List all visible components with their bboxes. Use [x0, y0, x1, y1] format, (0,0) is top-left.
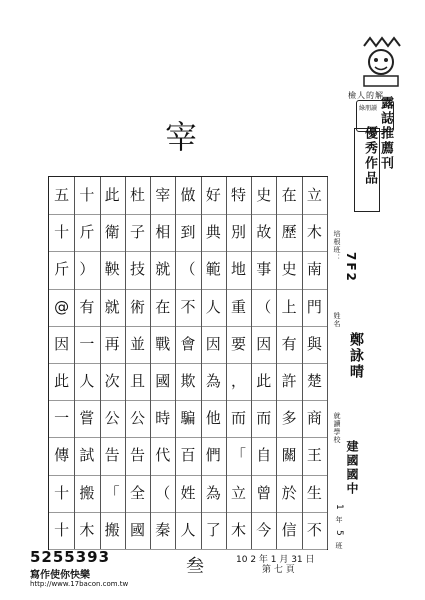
grid-cell: 別: [226, 214, 251, 252]
grid-cell: 木: [74, 512, 99, 550]
grid-column: [74, 177, 100, 549]
school-label: 就讀學校: [333, 412, 341, 444]
grid-cell: 並: [125, 326, 150, 364]
grid-column: [100, 177, 126, 549]
grid-cell: 斤: [74, 214, 99, 252]
title-character: 宰: [164, 118, 197, 156]
grid-cell: 不: [175, 289, 200, 327]
grid-cell: 「: [226, 437, 251, 475]
slogan: 寫作使你快樂: [30, 570, 90, 581]
grid-cell: 人: [175, 512, 200, 550]
grid-cell: 楚: [302, 363, 327, 401]
grid-cell: 一: [49, 400, 74, 438]
grid-cell: 門: [302, 289, 327, 327]
grid-cell: ）: [74, 251, 99, 289]
grid-cell: 公: [125, 400, 150, 438]
grid-cell: 「: [100, 475, 125, 513]
grid-cell: 欺: [175, 363, 200, 401]
grid-cell: 與: [302, 326, 327, 364]
grid-cell: 典: [201, 214, 226, 252]
grid-cell: 特: [226, 177, 251, 215]
grid-cell: 此: [100, 177, 125, 215]
date-line: 10 2 年 1 月 31 日: [236, 555, 315, 565]
grid-cell: 曾: [251, 475, 276, 513]
grid-column: [251, 177, 277, 549]
grid-cell: 相: [150, 214, 175, 252]
grid-cell: 們: [201, 437, 226, 475]
grid-cell: 因: [201, 326, 226, 364]
grid-cell: 上: [276, 289, 301, 327]
grid-column: [49, 177, 75, 549]
grid-cell: 而: [226, 400, 251, 438]
grid-cell: 一: [74, 326, 99, 364]
grid-cell: 百: [175, 437, 200, 475]
grid-cell: 告: [100, 437, 125, 475]
mascot-logo-icon: [356, 36, 406, 90]
grid-cell: 信: [276, 512, 301, 550]
grid-column: [125, 177, 151, 549]
grid-cell: 術: [125, 289, 150, 327]
grid-cell: 到: [175, 214, 200, 252]
grid-cell: 十: [49, 475, 74, 513]
grid-cell: 於: [276, 475, 301, 513]
class-number: 5: [334, 530, 344, 537]
grid-cell: 重: [226, 289, 251, 327]
grid-cell: 有: [276, 326, 301, 364]
grid-column: [150, 177, 176, 549]
grid-cell: 事: [251, 251, 276, 289]
grid-cell: 此: [251, 363, 276, 401]
grid-cell: 木: [226, 512, 251, 550]
page-number: 第 七 頁: [262, 565, 295, 575]
grid-cell: 自: [251, 437, 276, 475]
grid-cell: 子: [125, 214, 150, 252]
grid-cell: 十: [74, 177, 99, 215]
grid-cell: 國: [150, 363, 175, 401]
grid-cell: 做: [175, 177, 200, 215]
grid-cell: 在: [276, 177, 301, 215]
grade-value: 1: [334, 504, 344, 511]
grid-cell: 因: [251, 326, 276, 364]
grid-cell: 有: [74, 289, 99, 327]
grid-cell: 生: [302, 475, 327, 513]
grid-column: [276, 177, 302, 549]
grid-column: [302, 177, 328, 549]
grid-cell: 衛: [100, 214, 125, 252]
grid-cell: 為: [201, 363, 226, 401]
class-value: 7F2: [344, 252, 358, 283]
grid-cell: 王: [302, 437, 327, 475]
grid-cell: 且: [125, 363, 150, 401]
grid-column: [201, 177, 227, 549]
footer-character: 叁: [186, 556, 204, 577]
grid-cell: （: [150, 475, 175, 513]
name-label: 姓名: [333, 312, 341, 328]
grid-cell: 國: [125, 512, 150, 550]
website-text: http://www.17bacon.com.tw: [30, 580, 129, 588]
grid-cell: 搬: [74, 475, 99, 513]
grid-cell: 而: [251, 400, 276, 438]
student-code: 5255393: [30, 548, 111, 566]
grid-cell: 要: [226, 326, 251, 364]
grid-cell: 騙: [175, 400, 200, 438]
name-value: 鄭詠晴: [348, 332, 364, 380]
grade-label: 年: [335, 516, 343, 524]
grid-cell: 故: [251, 214, 276, 252]
grid-column: [226, 177, 252, 549]
grid-cell: 代: [150, 437, 175, 475]
grid-cell: 嘗: [74, 400, 99, 438]
grid-cell: 人: [201, 289, 226, 327]
grid-cell: 十: [49, 214, 74, 252]
grid-cell: 就: [150, 251, 175, 289]
grid-cell: 他: [201, 400, 226, 438]
grid-cell: 杜: [125, 177, 150, 215]
grid-cell: 好: [201, 177, 226, 215]
grid-cell: 秦: [150, 512, 175, 550]
grid-cell: 五: [49, 177, 74, 215]
grid-cell: 因: [49, 326, 74, 364]
stamp-caption: 檢人的解: [348, 91, 384, 100]
grid-cell: 史: [276, 251, 301, 289]
grid-cell: （: [175, 251, 200, 289]
grid-cell: 戰: [150, 326, 175, 364]
grid-cell: 今: [251, 512, 276, 550]
grid-cell: 此: [49, 363, 74, 401]
excellent-work-stamp: 優秀作品: [362, 126, 377, 186]
grid-cell: 不: [302, 512, 327, 550]
grid-cell: 人: [74, 363, 99, 401]
grid-cell: 史: [251, 177, 276, 215]
school-value: 建國國中: [345, 440, 359, 496]
grid-cell: 多: [276, 400, 301, 438]
grid-cell: 全: [125, 475, 150, 513]
grid-cell: 商: [302, 400, 327, 438]
grid-cell: 告: [125, 437, 150, 475]
grid-column: [175, 177, 201, 549]
grid-cell: 就: [100, 289, 125, 327]
grid-cell: 時: [150, 400, 175, 438]
writing-grid: [48, 176, 328, 550]
grid-cell: 立: [226, 475, 251, 513]
grid-cell: 許: [276, 363, 301, 401]
grid-cell: 歷: [276, 214, 301, 252]
class-label: 培根班：: [333, 230, 341, 262]
grid-cell: 關: [276, 437, 301, 475]
recommend-stamp: 露誌推薦刊: [378, 96, 393, 171]
grid-cell: 傳: [49, 437, 74, 475]
grid-cell: 公: [100, 400, 125, 438]
grid-cell: 為: [201, 475, 226, 513]
grid-cell: 鞅: [100, 251, 125, 289]
grid-cell: 範: [201, 251, 226, 289]
badge-text: 綠朋讀: [359, 105, 378, 112]
grid-cell: @: [49, 289, 74, 327]
grid-cell: 地: [226, 251, 251, 289]
grid-cell: ，: [226, 363, 251, 401]
grid-cell: 十: [49, 512, 74, 550]
grid-cell: 南: [302, 251, 327, 289]
grid-cell: 斤: [49, 251, 74, 289]
grid-cell: 姓: [175, 475, 200, 513]
grid-cell: （: [251, 289, 276, 327]
grid-cell: 宰: [150, 177, 175, 215]
grid-cell: 會: [175, 326, 200, 364]
grid-cell: 立: [302, 177, 327, 215]
class-unit: 班: [335, 542, 343, 550]
grid-cell: 木: [302, 214, 327, 252]
grid-cell: 試: [74, 437, 99, 475]
grid-cell: 了: [201, 512, 226, 550]
grid-cell: 技: [125, 251, 150, 289]
grid-cell: 在: [150, 289, 175, 327]
grid-cell: 搬: [100, 512, 125, 550]
grid-cell: 次: [100, 363, 125, 401]
grid-cell: 再: [100, 326, 125, 364]
